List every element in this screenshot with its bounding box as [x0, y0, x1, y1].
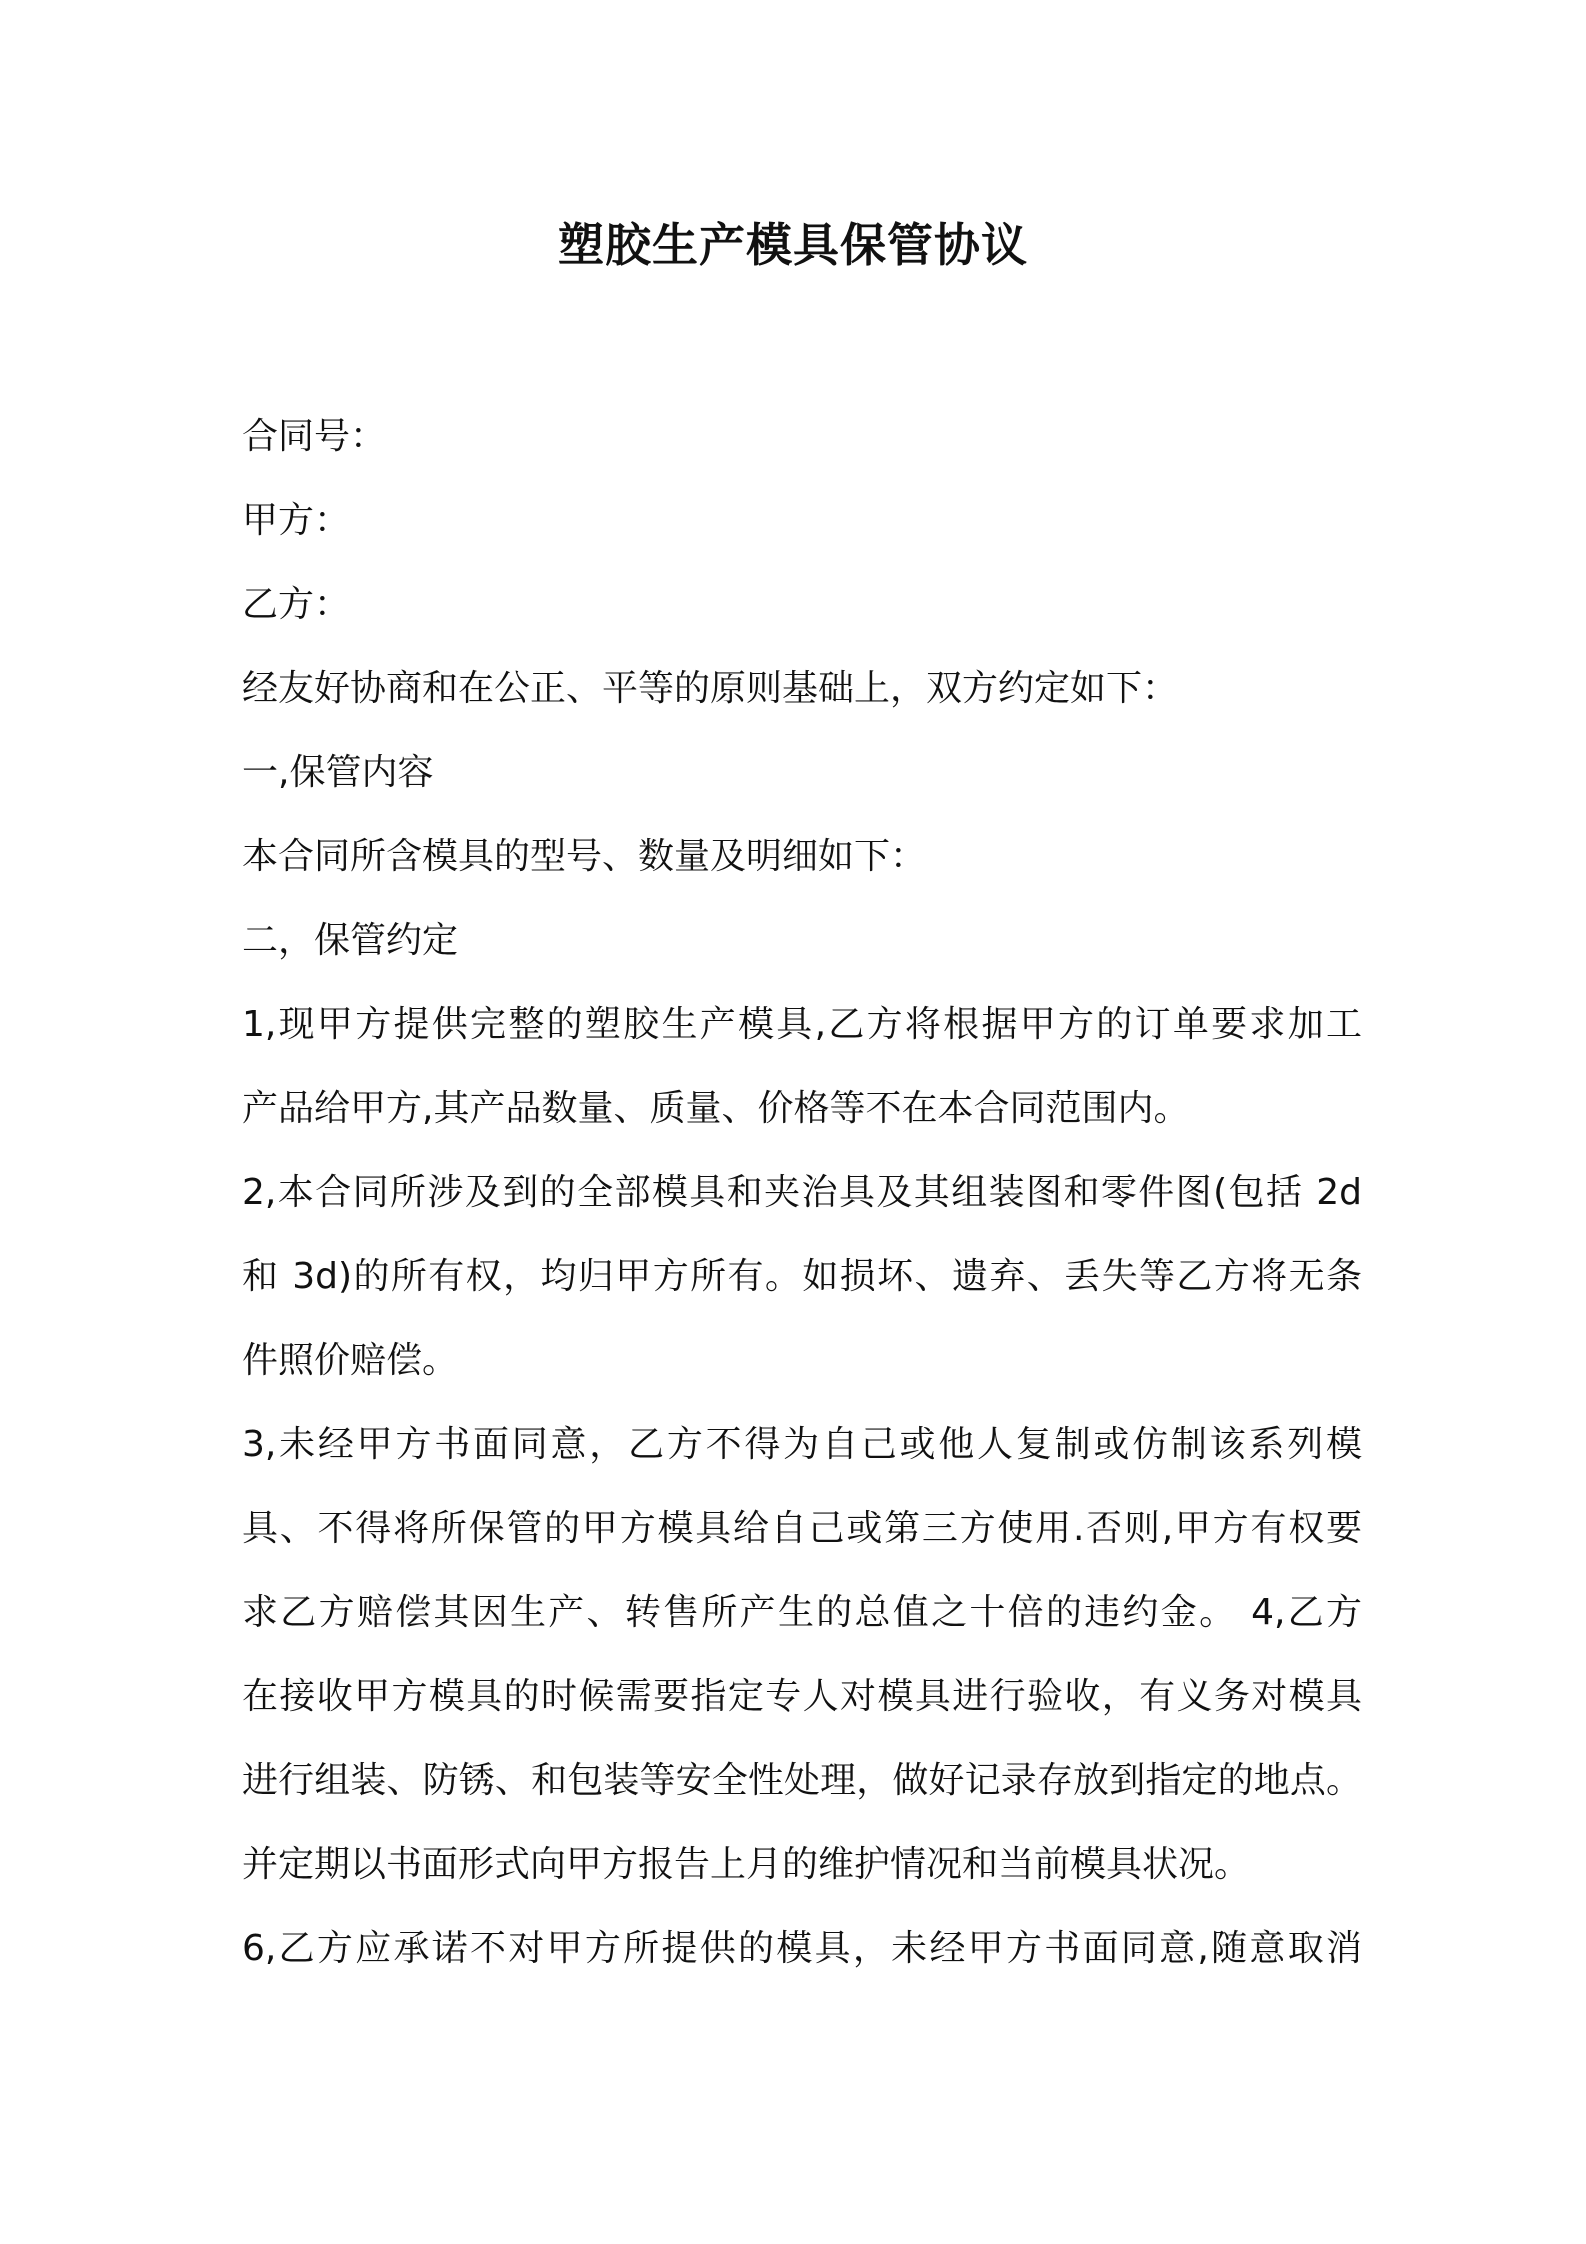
clause-line: 3,未经甲方书面同意，乙方不得为自己或他人复制或仿制该系列模	[242, 1424, 1362, 1465]
clause-line: 在接收甲方模具的时候需要指定专人对模具进行验收，有义务对模具	[242, 1676, 1362, 1717]
document-title: 塑胶生产模具保管协议	[558, 218, 1028, 272]
clause-line: 产品给甲方,其产品数量、质量、价格等不在本合同范围内。	[242, 1088, 1190, 1129]
section-1-text: 本合同所含模具的型号、数量及明细如下：	[242, 836, 927, 877]
contract-number-field: 合同号：	[242, 416, 387, 457]
clause-line: 并定期以书面形式向甲方报告上月的维护情况和当前模具状况。	[242, 1844, 1251, 1885]
clause-line: 具、不得将所保管的甲方模具给自己或第三方使用.否则,甲方有权要	[242, 1508, 1362, 1549]
clause-line: 6,乙方应承诺不对甲方所提供的模具，未经甲方书面同意,随意取消	[242, 1928, 1362, 1969]
party-b-field: 乙方：	[242, 584, 351, 625]
intro-paragraph: 经友好协商和在公正、平等的原则基础上，双方约定如下：	[242, 668, 1179, 709]
clause-line: 2,本合同所涉及到的全部模具和夹治具及其组装图和零件图(包括 2d	[242, 1172, 1362, 1213]
section-1-heading: 一,保管内容	[242, 752, 434, 793]
section-2-heading: 二，保管约定	[242, 920, 459, 961]
clause-line: 进行组装、防锈、和包装等安全性处理，做好记录存放到指定的地点。	[242, 1760, 1362, 1801]
clause-line: 和 3d)的所有权，均归甲方所有。如损坏、遗弃、丢失等乙方将无条	[242, 1256, 1362, 1297]
clause-line: 求乙方赔偿其因生产、转售所产生的总值之十倍的违约金。 4,乙方	[242, 1592, 1362, 1633]
clause-line: 件照价赔偿。	[242, 1340, 459, 1381]
clause-line: 1,现甲方提供完整的塑胶生产模具,乙方将根据甲方的订单要求加工	[242, 1004, 1362, 1045]
party-a-field: 甲方：	[242, 500, 351, 541]
